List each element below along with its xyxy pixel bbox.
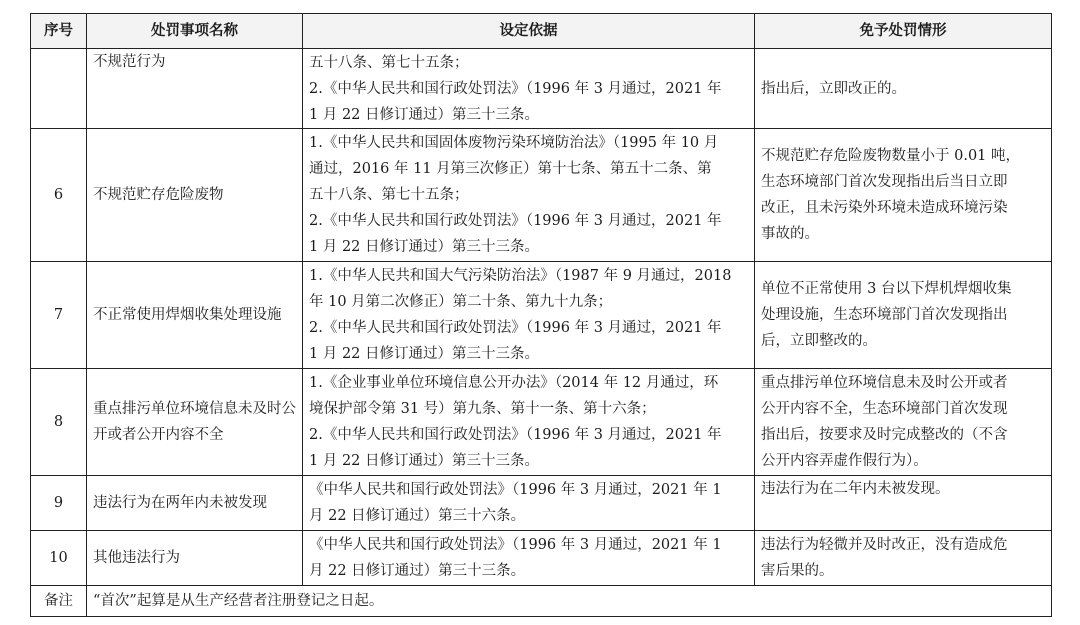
row-basis	[303, 129, 755, 262]
row-exempt	[755, 129, 1052, 262]
basis-line: 2.《中华人民共和国行政处罚法》（1996 年 3 月通过，2021 年	[309, 80, 722, 97]
row-seq: 6	[31, 129, 87, 262]
row-exempt	[755, 476, 1052, 531]
exempt-line: 改正，且未污染外环境未造成环境污染	[761, 200, 1008, 216]
basis-line: 1 月 22 日修订通过）第三十三条。	[309, 346, 540, 362]
row-basis	[303, 262, 755, 369]
basis-line: 1.《企业事业单位环境信息公开办法》（2014 年 12 月通过，环	[309, 375, 719, 391]
row-seq: 10	[31, 531, 87, 586]
row-basis	[303, 531, 755, 586]
note-row	[31, 586, 1052, 617]
row-seq	[31, 49, 87, 129]
header-exempt: 免予处罚情形	[755, 14, 1052, 49]
row-basis	[303, 49, 755, 129]
header-name: 处罚事项名称	[87, 14, 303, 49]
exempt-line: 违法行为轻微并及时改正，没有造成危	[761, 537, 1008, 553]
basis-line: 五十八条、第七十五条；	[309, 187, 469, 203]
row-exempt	[755, 262, 1052, 369]
table-row	[31, 531, 1052, 586]
note-label: 备注	[31, 586, 87, 617]
exempt-line: 生态环境部门首次发现指出后当日立即	[761, 174, 1008, 190]
row-name: 不正常使用焊烟收集处理设施	[87, 262, 303, 369]
row-exempt	[755, 369, 1052, 476]
basis-line: 《中华人民共和国行政处罚法》（1996 年 3 月通过，2021 年 1	[309, 482, 722, 498]
table-header-row	[31, 14, 1052, 49]
basis-line: 1 月 22 日修订通过）第三十三条。	[309, 239, 540, 255]
exempt-line: 公开内容不全，生态环境部门首次发现	[761, 401, 1008, 417]
row-seq: 7	[31, 262, 87, 369]
basis-line: 月 22 日修订通过）第三十六条。	[309, 508, 526, 524]
exempt-line: 事故的。	[761, 226, 819, 242]
table-row	[31, 49, 1052, 129]
basis-line: 月 22 日修订通过）第三十三条。	[309, 563, 526, 579]
basis-line: 1 月 22 日修订通过）第三十三条。	[309, 453, 540, 469]
exempt-line: 处理设施，生态环境部门首次发现指出	[761, 307, 1008, 323]
row-name: 不规范贮存危险废物	[87, 129, 303, 262]
note-text: “首次”起算是从生产经营者注册登记之日起。	[87, 586, 1052, 617]
exempt-line: 后，立即整改的。	[761, 333, 877, 349]
row-seq: 9	[31, 476, 87, 531]
row-name: 不规范行为	[87, 49, 303, 129]
basis-line: 1.《中华人民共和国固体废物污染环境防治法》（1995 年 10 月	[309, 135, 719, 151]
table-row	[31, 369, 1052, 476]
row-exempt	[755, 531, 1052, 586]
table-row	[31, 476, 1052, 531]
basis-line: 1.《中华人民共和国大气污染防治法》（1987 年 9 月通过，2018	[309, 268, 732, 284]
header-basis: 设定依据	[303, 14, 755, 49]
basis-line: 境保护部令第 31 号）第九条、第十一条、第十六条；	[309, 401, 656, 417]
basis-line: 《中华人民共和国行政处罚法》（1996 年 3 月通过，2021 年 1	[309, 537, 722, 553]
row-basis	[303, 476, 755, 531]
row-name: 其他违法行为	[87, 531, 303, 586]
row-name: 重点排污单位环境信息未及时公开或者公开内容不全	[87, 369, 303, 476]
basis-line: 2.《中华人民共和国行政处罚法》（1996 年 3 月通过，2021 年	[309, 427, 722, 443]
basis-line: 1 月 22 日修订通过）第三十三条。	[309, 106, 540, 123]
table-row	[31, 129, 1052, 262]
row-basis	[303, 369, 755, 476]
row-exempt	[755, 49, 1052, 129]
exempt-line: 违法行为在二年内未被发现。	[761, 481, 950, 497]
exempt-line: 公开内容弄虚作假行为）。	[761, 453, 928, 469]
header-seq: 序号	[31, 14, 87, 49]
exempt-line: 害后果的。	[761, 563, 834, 579]
row-name: 违法行为在两年内未被发现	[87, 476, 303, 531]
basis-line: 通过，2016 年 11 月第三次修正）第十七条、第五十二条、第	[309, 161, 712, 177]
basis-line: 2.《中华人民共和国行政处罚法》（1996 年 3 月通过，2021 年	[309, 213, 722, 229]
exempt-line: 单位不正常使用 3 台以下焊机焊烟收集	[761, 281, 1012, 297]
exempt-line: 指出后，按要求及时完成整改的（不含	[761, 427, 1008, 443]
exempt-line: 重点排污单位环境信息未及时公开或者	[761, 375, 1008, 391]
penalty-exemption-table	[30, 13, 1052, 617]
exempt-line: 指出后，立即改正的。	[761, 80, 906, 97]
basis-line: 年 10 月第二次修正）第二十条、第九十九条；	[309, 294, 613, 310]
row-seq: 8	[31, 369, 87, 476]
basis-line: 五十八条、第七十五条；	[309, 54, 469, 71]
basis-line: 2.《中华人民共和国行政处罚法》（1996 年 3 月通过，2021 年	[309, 320, 722, 336]
table-row	[31, 262, 1052, 369]
exempt-line: 不规范贮存危险废物数量小于 0.01 吨，	[761, 148, 1021, 164]
